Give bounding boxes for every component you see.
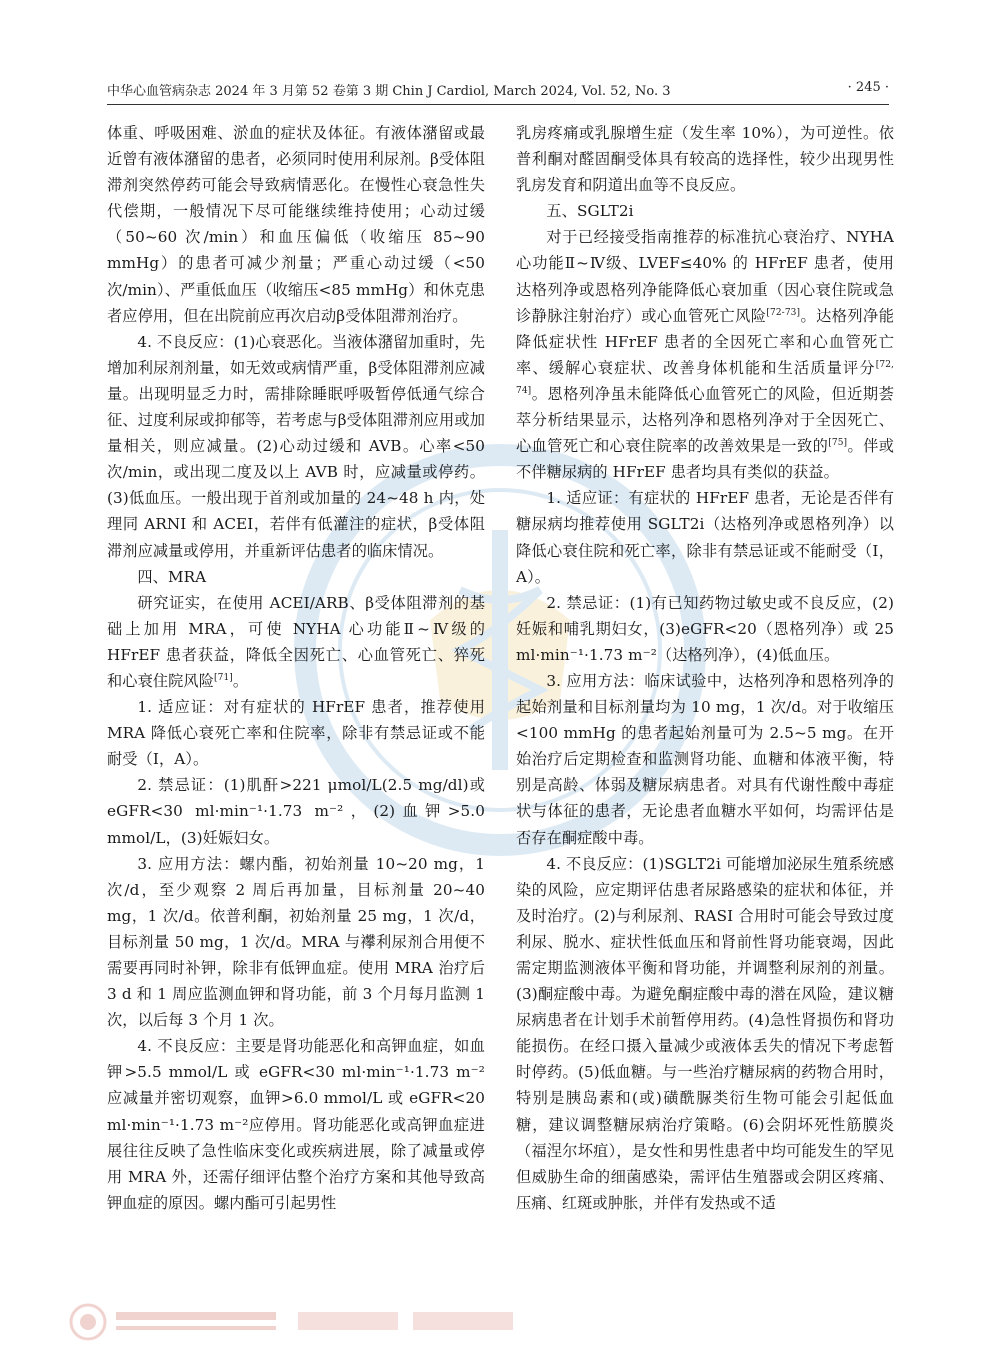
running-header — [107, 80, 889, 102]
paragraph: 2. 禁忌证：(1)有已知药物过敏史或不良反应，(2)妊娠和哺乳期妇女，(3)eGFR<20（恩格列净）或 25 ml·min⁻¹·1.73 m⁻²（达格列净），(4)低血压。 — [516, 593, 894, 664]
right-column — [516, 120, 894, 1216]
paragraph: 1. 适应证：对有症状的 HFrEF 患者，推荐使用 MRA 降低心衰死亡率和住院率，除非有禁忌证或不能耐受（Ⅰ，A）。 — [107, 698, 485, 769]
left-column — [107, 120, 485, 1216]
paragraph: 4. 不良反应：(1)SGLT2i 可能增加泌尿生殖系统感染的风险，应定期评估患者尿路感染的症状和体征，并及时治疗。(2)与利尿剂、RASI 合用时可能会导致过度利尿、脱水、症状性低血压和肾前性肾功能衰竭，因此需定期监测液体平衡和肾功能，并调整利尿剂的剂量。(3)酮症酸中毒。为避免酮症酸中毒的潜在风险，建议糖尿病患者在计划手术前暂停用药。(4)急性肾损伤和肾功能损伤。在经口摄入量减少或液体丢失的情况下考虑暂时停药。(5)低血糖。与一些治疗糖尿病的药物合用时，特别是胰岛素和(或)磺酰脲类衍生物可能会引起低血糖，建议调整糖尿病治疗策略。(6)会阴坏死性筋膜炎（福涅尔坏疽），是女性和男性患者中均可能发生的罕见但威胁生命的细菌感染，需评估生殖器或会阴区疼痛、压痛、红斑或肿胀，并伴有发热或不适 — [516, 854, 894, 1212]
section-heading: 四、MRA — [137, 567, 207, 586]
section-heading: 五、SGLT2i — [546, 202, 634, 221]
citation: [71] — [214, 672, 233, 683]
paragraph: 1. 适应证：有症状的 HFrEF 患者，无论是否伴有糖尿病均推荐使用 SGLT2i（达格列净或恩格列净）以降低心衰住院和死亡率，除非有禁忌证或不能耐受（Ⅰ，A）。 — [516, 489, 894, 586]
paragraph: 对于已经接受指南推荐的标准抗心衰治疗、NYHA 心功能Ⅱ~Ⅳ级、LVEF≤40% 的 HFrEF 患者，使用达格列净或恩格列净能降低心衰加重（因心衰住院或急诊静脉注射治疗）或心血管死亡风险[72-73]。达格列净能降低症状性 HFrEF 患者的全因死亡率和心血管死亡率、缓解心衰症状、改善身体机能和生活质量评分[72, 74]。恩格列净虽未能降低心血管死亡的风险，但近期荟萃分析结果显示，达格列净和恩格列净对于全因死亡、心血管死亡和心衰住院率的改善效果是一致的[75]。伴或不伴糖尿病的 HFrEF 患者均具有类似的获益。 — [516, 228, 894, 482]
page-number: · 245 · — [847, 80, 889, 95]
journal-citation: 中华心血管病杂志 2024 年 3 月第 52 卷第 3 期 Chin J Cardiol, March 2024, Vol. 52, No. 3 — [107, 84, 671, 99]
paragraph: 2. 禁忌证：(1)肌酐>221 μmol/L(2.5 mg/dl)或 eGFR<30 ml·min⁻¹·1.73 m⁻²，(2)血钾>5.0 mmol/L，(3)妊娠妇女。 — [107, 776, 485, 847]
publisher-logo-icon — [68, 1302, 528, 1342]
paragraph: 3. 应用方法：螺内酯，初始剂量 10~20 mg，1 次/d，至少观察 2 周后再加量，目标剂量 20~40 mg，1 次/d。依普利酮，初始剂量 25 mg，1 次/d，目标剂量 50 mg，1 次/d。MRA 与襻利尿剂合用便不需要再同时补钾，除非有低钾血症。使用 MRA 治疗后 3 d 和 1 周应监测血钾和肾功能，前 3 个月每月监测 1 次，以后每 3 个月 1 次。 — [107, 854, 485, 1030]
paragraph: 3. 应用方法：临床试验中，达格列净和恩格列净的起始剂量和目标剂量均为 10 mg，1 次/d。对于收缩压<100 mmHg 的患者起始剂量可为 2.5~5 mg。在开始治疗后定期检查和监测肾功能、血糖和体液平衡，特别是高龄、体弱及糖尿病患者。对具有代谢性酸中毒症状与体征的患者，无论患者血糖水平如何，均需评估是否存在酮症酸中毒。 — [516, 671, 894, 847]
paragraph: 体重、呼吸困难、淤血的症状及体征。有液体潴留或最近曾有液体潴留的患者，必须同时使用利尿剂。β受体阻滞剂突然停药可能会导致病情恶化。在慢性心衰急性失代偿期，一般情况下尽可能继续维持使用；心动过缓（50~60 次/min）和血压偏低（收缩压 85~90 mmHg）的患者可减少剂量；严重心动过缓（<50 次/min）、严重低血压（收缩压<85 mmHg）和休克患者应停用，但在出院前应再次启动β受体阻滞剂治疗。 — [107, 124, 485, 325]
citation: [72-73] — [766, 307, 801, 318]
header-rule — [107, 104, 889, 105]
paragraph: 研究证实，在使用 ACEI/ARB、β受体阻滞剂的基础上加用 MRA，可使 NYHA 心功能Ⅱ~Ⅳ级的 HFrEF 患者获益，降低全因死亡、心血管死亡、猝死和心衰住院风险[71]。 — [107, 593, 485, 690]
paragraph: 乳房疼痛或乳腺增生症（发生率 10%），为可逆性。依普利酮对醛固酮受体具有较高的选择性，较少出现男性乳房发育和阴道出血等不良反应。 — [516, 124, 894, 195]
paragraph: 4. 不良反应：(1)心衰恶化。当液体潴留加重时，先增加利尿剂剂量，如无效或病情严重，β受体阻滞剂应减量。出现明显乏力时，需排除睡眠呼吸暂停低通气综合征、过度利尿或抑郁等，若考虑与β受体阻滞剂应用或加量相关，则应减量。(2)心动过缓和 AVB。心率<50 次/min，或出现二度及以上 AVB 时，应减量或停药。(3)低血压。一般出现于首剂或加量的 24~48 h 内，处理同 ARNI 和 ACEI，若伴有低灌注的症状，β受体阻滞剂应减量或停用，并重新评估患者的临床情况。 — [107, 332, 485, 560]
paragraph: 4. 不良反应：主要是肾功能恶化和高钾血症，如血钾>5.5 mmol/L 或 eGFR<30 ml·min⁻¹·1.73 m⁻² 应减量并密切观察，血钾>6.0 mmol/L 或 eGFR<20 ml·min⁻¹·1.73 m⁻²应停用。肾功能恶化或高钾血症进展往往反映了急性临床变化或疾病进展，除了减量或停用 MRA 外，还需仔细评估整个治疗方案和其他导致高钾血症的原因。螺内酯可引起男性 — [107, 1037, 485, 1212]
citation: [72, 74] — [516, 359, 894, 396]
citation: [75] — [828, 438, 848, 449]
